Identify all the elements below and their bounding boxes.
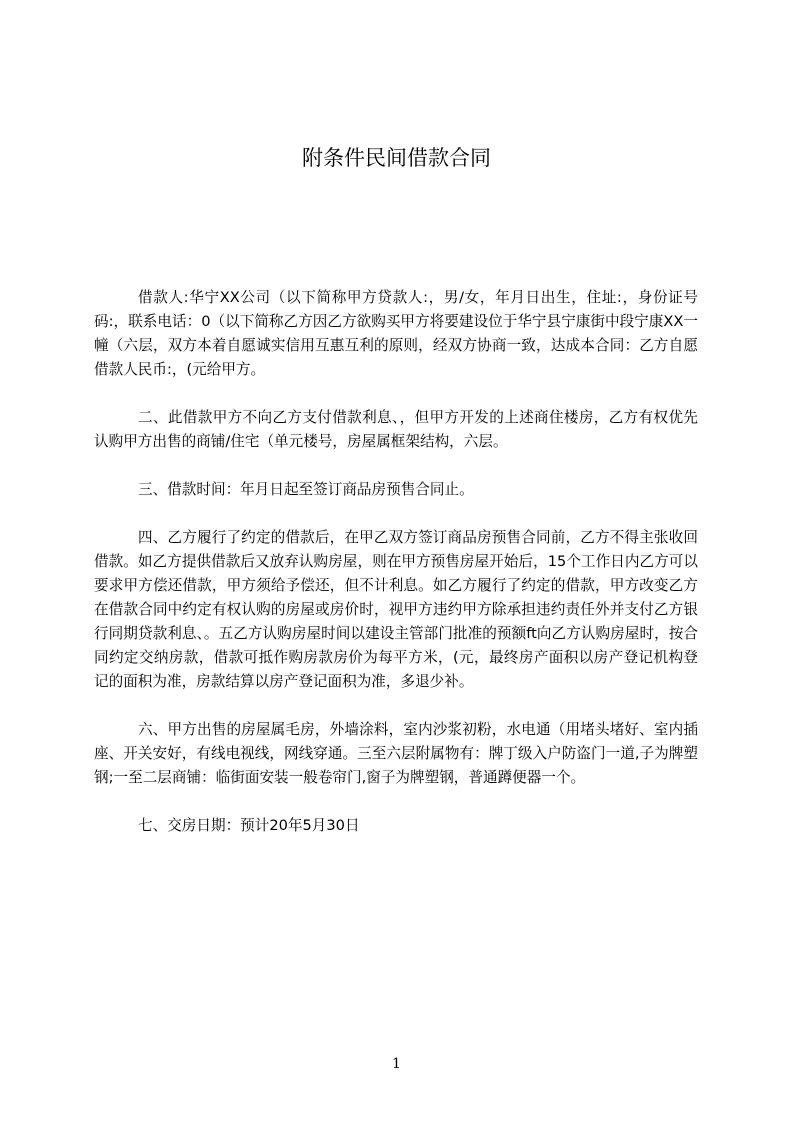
contract-body [94,286,698,838]
paragraph-clause-3: 三、借款时间：年月日起至签订商品房预售合同止。 [138,481,474,498]
page-number: 1 [392,1056,401,1072]
document-title: 附条件民间借款合同 [302,146,491,170]
paragraph-clause-4: 四、乙方履行了约定的借款后，在甲乙双方签订商品房预售合同前，乙方不得主张收回借款。如乙方提供借款后又放弃认购房屋，则在甲方预售房屋开始后，15个工作日内乙方可以要求甲方偿还借款，甲方须给予偿还，但不计利息。如乙方履行了约定的借款，甲方改变乙方在借款合同中约定有权认购的房屋或房价时，视甲方违约甲方除承担违约责任外并支付乙方银行同期贷款利息、。五乙方认购房屋时间以建设主管部门批准的预额ft向乙方认购房屋时，按合同约定交纳房款，借款可抵作购房款房价为每平方米，(元，最终房产面积以房产登记机构登记的面积为准，房款结算以房产登记面积为准，多退少补。 [94,529,698,690]
paragraph-parties: 借款人:华宁XX公司（以下简称甲方贷款人:，男/女，年月日出生，住址:，身份证号码:，联系电话：0（以下简称乙方因乙方欲购买甲方将要建设位于华宁县宁康街中段宁康XX一幢（六层，双方本着自愿诚实信用互惠互利的原则，经双方协商一致，达成本合同：乙方自愿借款人民币:，(元给甲方。 [94,289,698,378]
paragraph-clause-6: 六、甲方出售的房屋属毛房，外墙涂料，室内沙浆初粉，水电通（用堵头堵好、室内插座、开关安好，有线电视线，网线穿通。三至六层附属物有：牌丁级入户防盗门一道,子为牌塑钢;一至二层商铺：临街面安装一般卷帘门,窗子为牌塑钢，普通蹲便器一个。 [94,721,698,786]
paragraph-clause-7: 七、交房日期：预计20年5月30日 [138,817,360,834]
paragraph-clause-2: 二、此借款甲方不向乙方支付借款利息、，但甲方开发的上述商住楼房，乙方有权优先认购甲方出售的商铺/住宅（单元楼号，房屋属框架结构，六层。 [94,409,698,450]
